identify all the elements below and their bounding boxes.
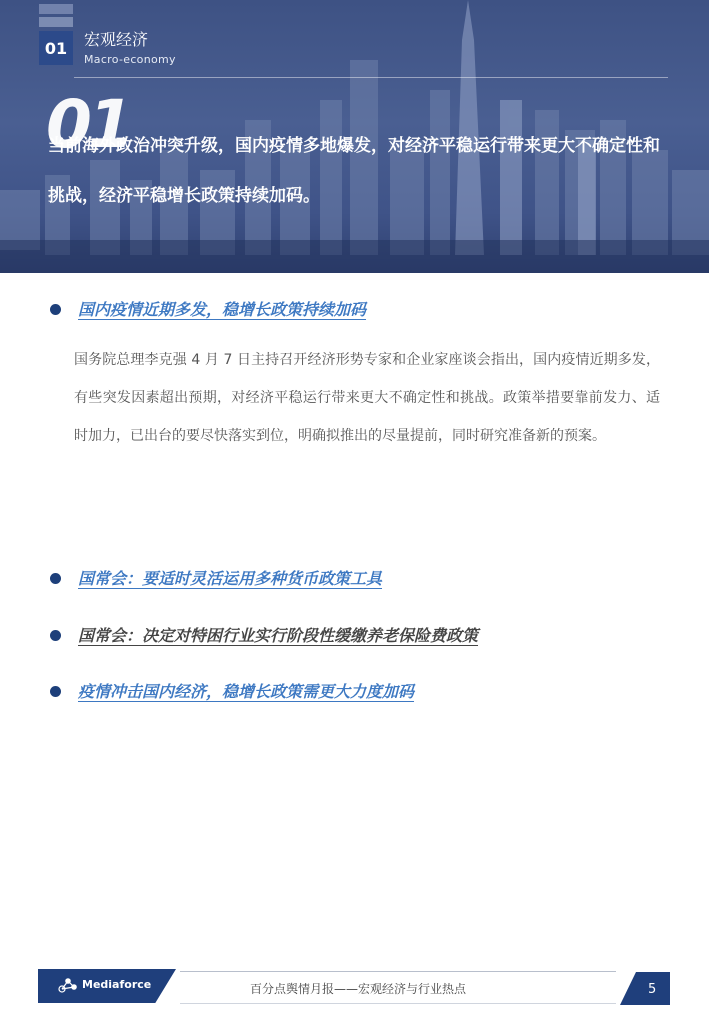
header-banner bbox=[0, 0, 709, 273]
item-title-link[interactable]: 国常会：要适时灵活运用多种货币政策工具 bbox=[78, 569, 383, 588]
footer-divider bbox=[180, 1003, 616, 1004]
bullet-dot bbox=[50, 573, 61, 584]
page-number: 5 bbox=[648, 982, 657, 997]
footer-logo-text: Mediaforce bbox=[82, 978, 152, 991]
item-title-link[interactable]: 疫情冲击国内经济，稳增长政策需更大力度加码 bbox=[78, 682, 415, 701]
footer-divider bbox=[180, 971, 616, 972]
decorative-strip bbox=[39, 4, 73, 14]
section-title: 宏观经济 bbox=[84, 30, 149, 49]
network-dots-icon bbox=[58, 976, 78, 994]
bullet-dot bbox=[50, 630, 61, 641]
bullet-dot bbox=[50, 304, 61, 315]
decorative-strip bbox=[39, 17, 73, 27]
section-number-badge: 01 bbox=[39, 31, 73, 65]
big-section-number: 01 bbox=[46, 86, 130, 163]
bullet-dot bbox=[50, 686, 61, 697]
page-number-block bbox=[620, 972, 670, 1005]
section-subtitle: Macro-economy bbox=[84, 53, 176, 66]
section-divider bbox=[74, 77, 668, 78]
footer-report-title: 百分点舆情月报——宏观经济与行业热点 bbox=[250, 982, 467, 996]
item-body-paragraph: 国务院总理李克强 4 月 7 日主持召开经济形势专家和企业家座谈会指出，国内疫情近期多发，有些突发因素超出预期，对经济平稳运行带来更大不确定性和挑战。政策举措要靠前发力、适时加力，已出台的要尽快落实到位，明确拟推出的尽量提前，同时研究准备新的预案。 bbox=[74, 352, 660, 444]
item-title-link[interactable]: 国常会：决定对特困行业实行阶段性缓缴养老保险费政策 bbox=[78, 626, 479, 645]
item-title-link[interactable]: 国内疫情近期多发，稳增长政策持续加码 bbox=[78, 300, 367, 319]
section-headline: 当前海外政治冲突升级，国内疫情多地爆发，对经济平稳运行带来更大不确定性和挑战，经济平稳增长政策持续加码。 bbox=[48, 136, 660, 206]
